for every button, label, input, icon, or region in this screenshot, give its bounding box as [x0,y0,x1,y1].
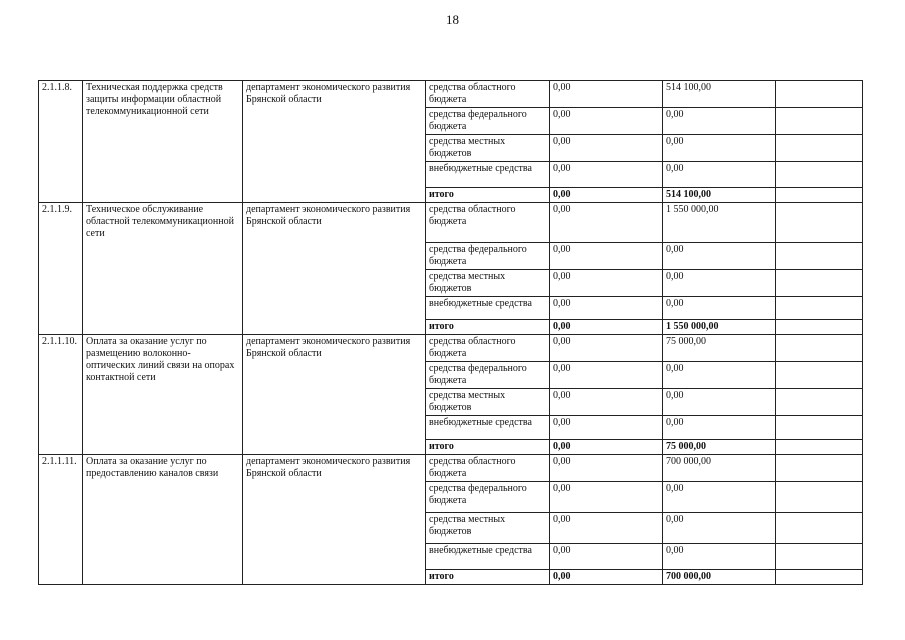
value-cell-1: 0,00 [550,513,663,544]
empty-cell [776,482,863,513]
funding-source-cell: средства федерального бюджета [426,362,550,389]
funding-source-cell: итого [426,320,550,335]
table-row [39,203,863,243]
value-cell-2: 0,00 [663,135,776,162]
item-name-cell: Оплата за оказание услуг по размещению волоконно-оптических линий связи на опорах контактной сети [83,335,243,455]
empty-cell [776,544,863,570]
value-cell-1: 0,00 [550,81,663,108]
value-cell-2: 0,00 [663,362,776,389]
empty-cell [776,270,863,297]
value-cell-2: 0,00 [663,243,776,270]
empty-cell [776,440,863,455]
value-cell-2: 0,00 [663,108,776,135]
empty-cell [776,362,863,389]
empty-cell [776,203,863,243]
funding-source-cell: внебюджетные средства [426,544,550,570]
responsible-dept-cell: департамент экономического развития Брянской области [243,203,426,335]
value-cell-1: 0,00 [550,188,663,203]
empty-cell [776,135,863,162]
value-cell-1: 0,00 [550,570,663,585]
empty-cell [776,188,863,203]
value-cell-1: 0,00 [550,162,663,188]
funding-source-cell: средства местных бюджетов [426,513,550,544]
value-cell-1: 0,00 [550,544,663,570]
funding-source-cell: средства федерального бюджета [426,243,550,270]
funding-source-cell: средства местных бюджетов [426,389,550,416]
value-cell-2: 0,00 [663,389,776,416]
funding-source-cell: средства областного бюджета [426,335,550,362]
value-cell-2: 75 000,00 [663,440,776,455]
funding-source-cell: итого [426,440,550,455]
empty-cell [776,416,863,440]
empty-cell [776,335,863,362]
empty-cell [776,243,863,270]
value-cell-1: 0,00 [550,389,663,416]
value-cell-1: 0,00 [550,297,663,320]
responsible-dept-cell: департамент экономического развития Брянской области [243,455,426,585]
value-cell-2: 0,00 [663,297,776,320]
funding-source-cell: средства областного бюджета [426,455,550,482]
value-cell-2: 0,00 [663,482,776,513]
value-cell-2: 1 550 000,00 [663,203,776,243]
empty-cell [776,389,863,416]
responsible-dept-cell: департамент экономического развития Брянской области [243,335,426,455]
value-cell-1: 0,00 [550,455,663,482]
table-row [39,335,863,362]
empty-cell [776,108,863,135]
page-number: 18 [446,12,459,27]
empty-cell [776,297,863,320]
funding-source-cell: средства федерального бюджета [426,482,550,513]
value-cell-2: 700 000,00 [663,570,776,585]
item-name-cell: Техническая поддержка средств защиты информации областной телекоммуникационной сети [83,81,243,203]
value-cell-1: 0,00 [550,440,663,455]
funding-source-cell: средства областного бюджета [426,81,550,108]
value-cell-1: 0,00 [550,320,663,335]
value-cell-2: 0,00 [663,544,776,570]
item-name-cell: Техническое обслуживание областной телекоммуникационной сети [83,203,243,335]
budget-table-body [39,81,863,585]
value-cell-1: 0,00 [550,203,663,243]
value-cell-1: 0,00 [550,335,663,362]
table-row [39,455,863,482]
item-name-cell: Оплата за оказание услуг по предоставлению каналов связи [83,455,243,585]
value-cell-1: 0,00 [550,243,663,270]
value-cell-1: 0,00 [550,482,663,513]
funding-source-cell: внебюджетные средства [426,297,550,320]
value-cell-2: 0,00 [663,162,776,188]
funding-source-cell: итого [426,188,550,203]
funding-source-cell: средства местных бюджетов [426,270,550,297]
funding-source-cell: средства областного бюджета [426,203,550,243]
empty-cell [776,320,863,335]
responsible-dept-cell: департамент экономического развития Брянской области [243,81,426,203]
value-cell-2: 700 000,00 [663,455,776,482]
empty-cell [776,162,863,188]
item-number-cell: 2.1.1.8. [39,81,83,203]
empty-cell [776,570,863,585]
value-cell-2: 514 100,00 [663,188,776,203]
empty-cell [776,81,863,108]
funding-source-cell: внебюджетные средства [426,162,550,188]
item-number-cell: 2.1.1.10. [39,335,83,455]
funding-source-cell: средства местных бюджетов [426,135,550,162]
table-row [39,81,863,108]
value-cell-1: 0,00 [550,108,663,135]
value-cell-1: 0,00 [550,362,663,389]
value-cell-2: 75 000,00 [663,335,776,362]
value-cell-1: 0,00 [550,270,663,297]
funding-source-cell: итого [426,570,550,585]
empty-cell [776,455,863,482]
item-number-cell: 2.1.1.11. [39,455,83,585]
value-cell-2: 0,00 [663,513,776,544]
value-cell-2: 1 550 000,00 [663,320,776,335]
value-cell-2: 514 100,00 [663,81,776,108]
value-cell-1: 0,00 [550,416,663,440]
value-cell-1: 0,00 [550,135,663,162]
funding-source-cell: внебюджетные средства [426,416,550,440]
budget-table [38,80,863,585]
value-cell-2: 0,00 [663,270,776,297]
value-cell-2: 0,00 [663,416,776,440]
empty-cell [776,513,863,544]
item-number-cell: 2.1.1.9. [39,203,83,335]
funding-source-cell: средства федерального бюджета [426,108,550,135]
